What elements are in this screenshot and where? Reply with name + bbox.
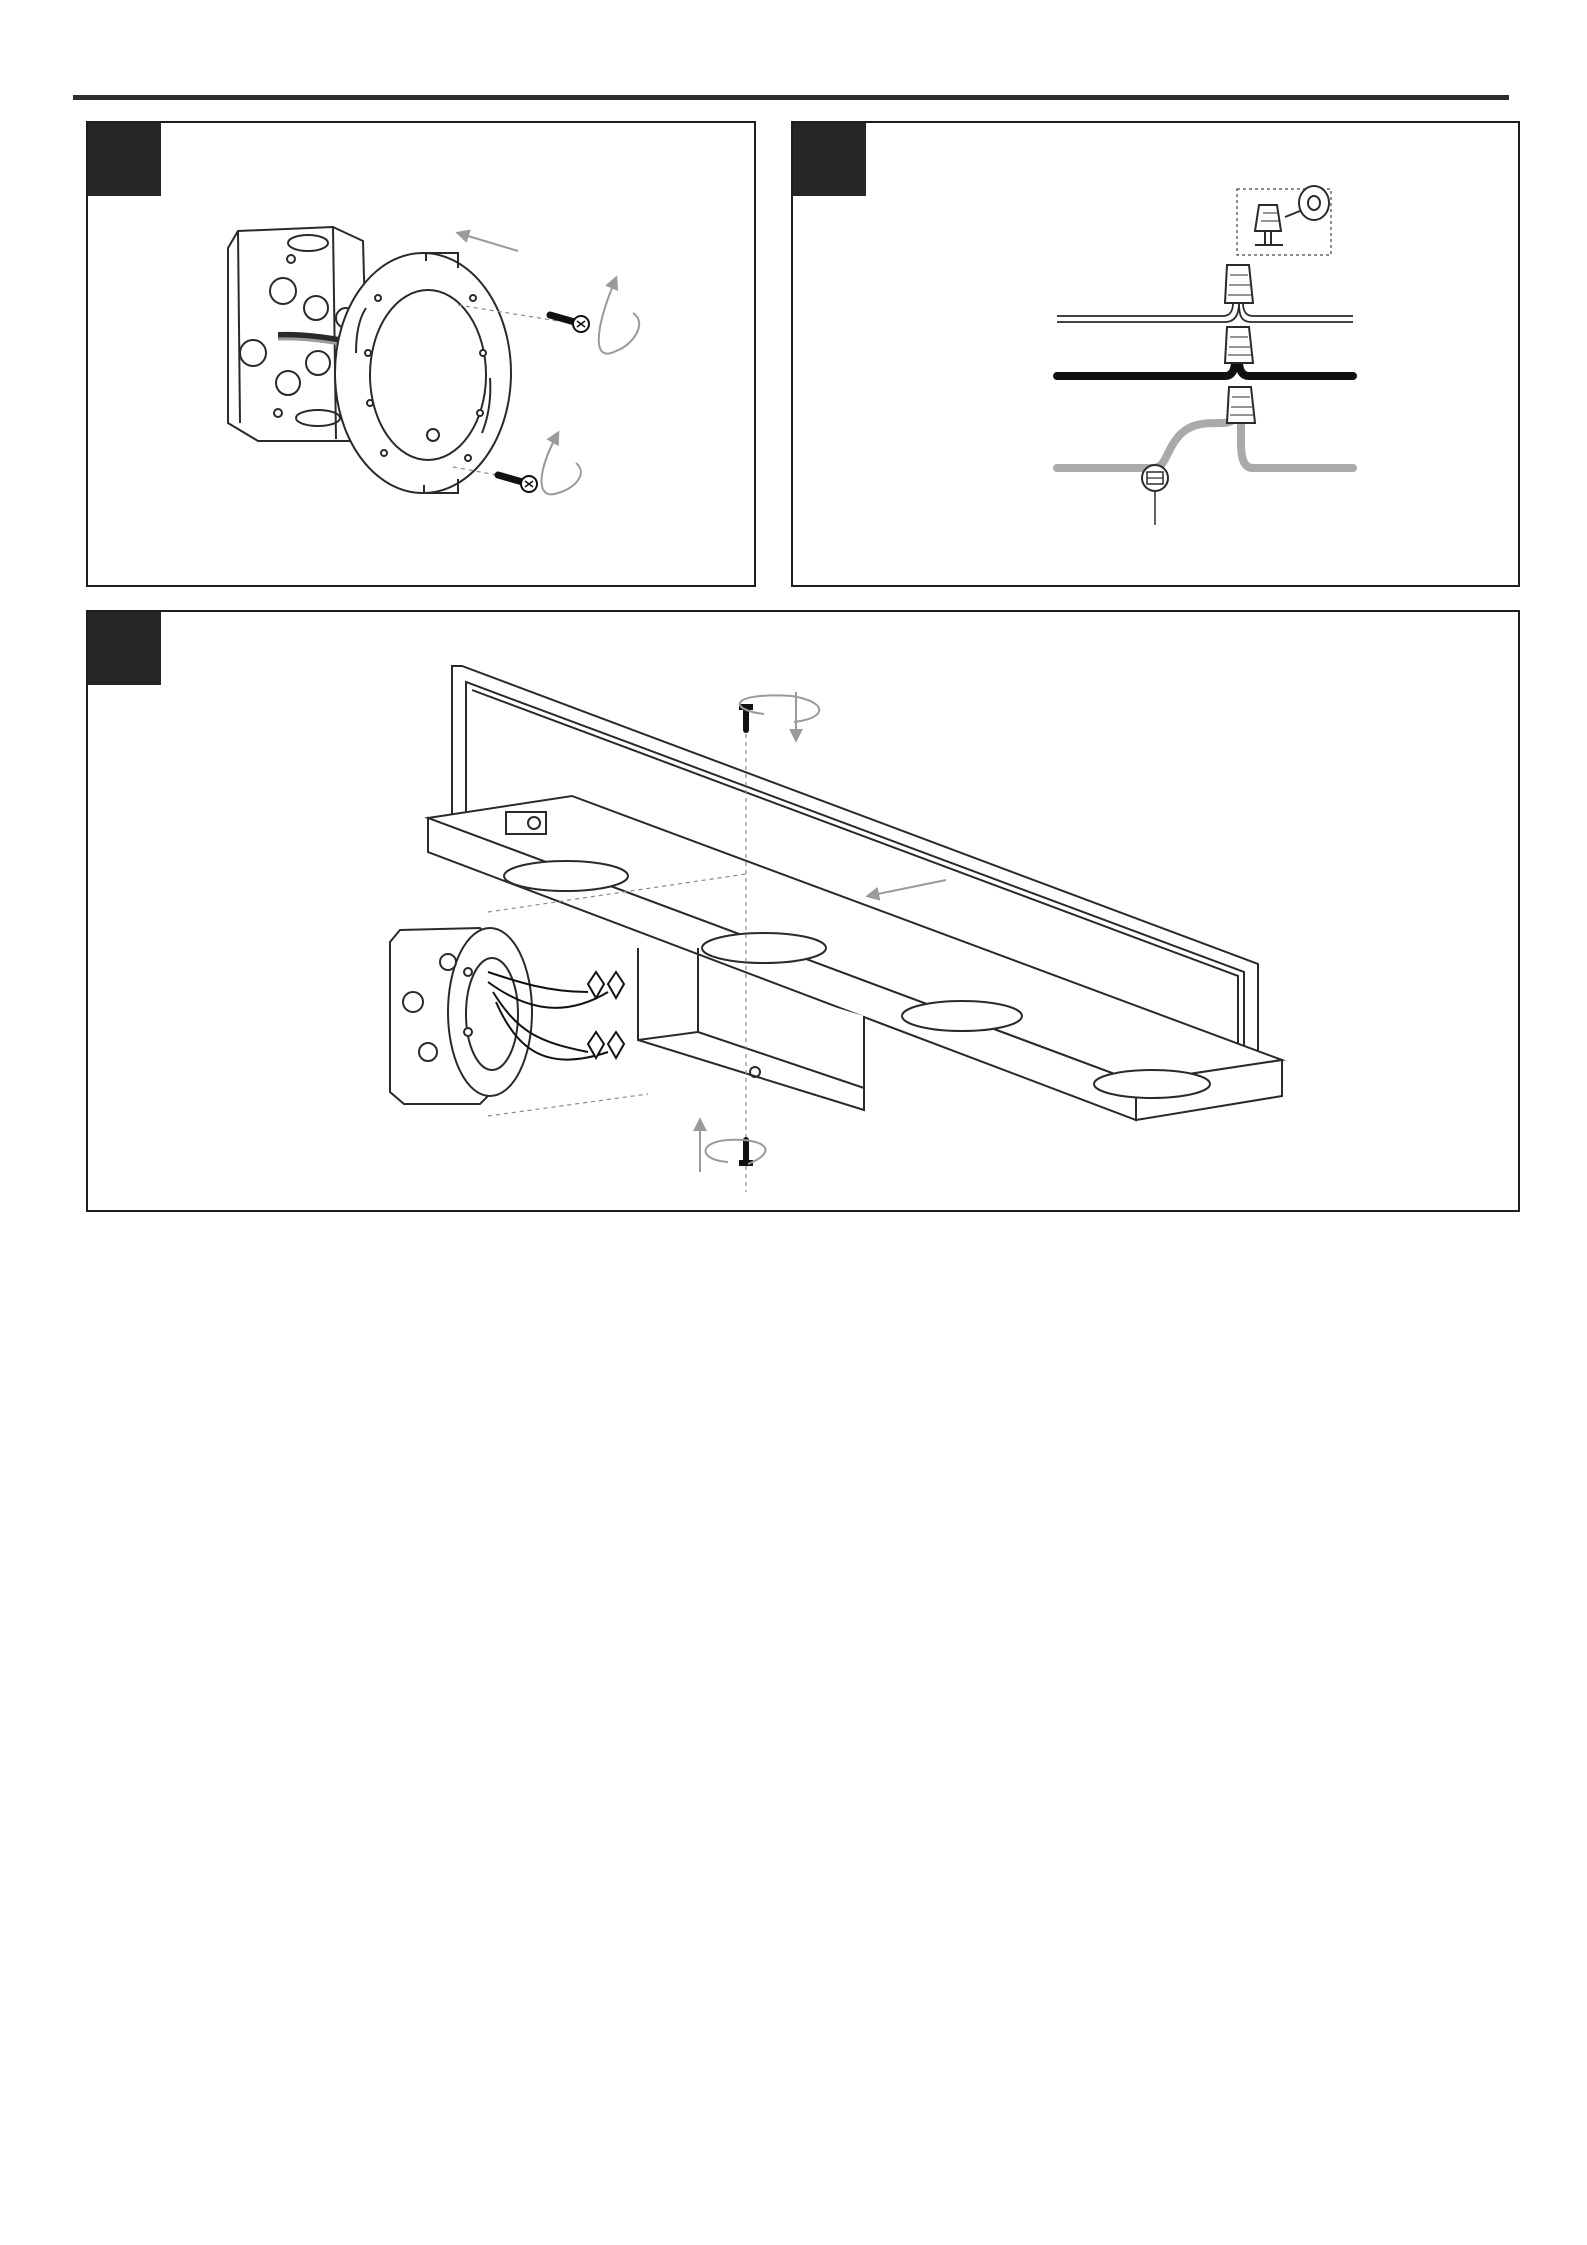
- ground-wire: [1057, 413, 1353, 468]
- direction-arrow-icon: [868, 880, 946, 896]
- inset-box: [1237, 186, 1331, 255]
- mounting-strap-icon: [335, 253, 511, 493]
- fixture-mount-illustration: [88, 612, 1520, 1212]
- white-wire: [1057, 303, 1353, 322]
- electrical-tape-icon: [1285, 186, 1329, 220]
- wire-nut-icon: [588, 972, 624, 1058]
- vanity-light-fixture-icon: [428, 666, 1282, 1120]
- step-panel-3: [86, 610, 1520, 1212]
- wire-nut-icon: [1225, 265, 1255, 423]
- strap-install-illustration: [88, 123, 756, 587]
- wiring-illustration: [793, 123, 1520, 587]
- black-wire: [1057, 361, 1353, 376]
- screw-icon: [498, 475, 537, 492]
- header-rule: [73, 95, 1509, 100]
- wire-nut-icon: [1255, 205, 1283, 245]
- rotation-arrow-icon: [542, 278, 640, 494]
- ground-screw-icon: [1142, 465, 1168, 525]
- step-panel-2: [791, 121, 1520, 587]
- screw-icon: [550, 315, 589, 332]
- step-panel-1: [86, 121, 756, 587]
- direction-arrow-icon: [458, 233, 518, 251]
